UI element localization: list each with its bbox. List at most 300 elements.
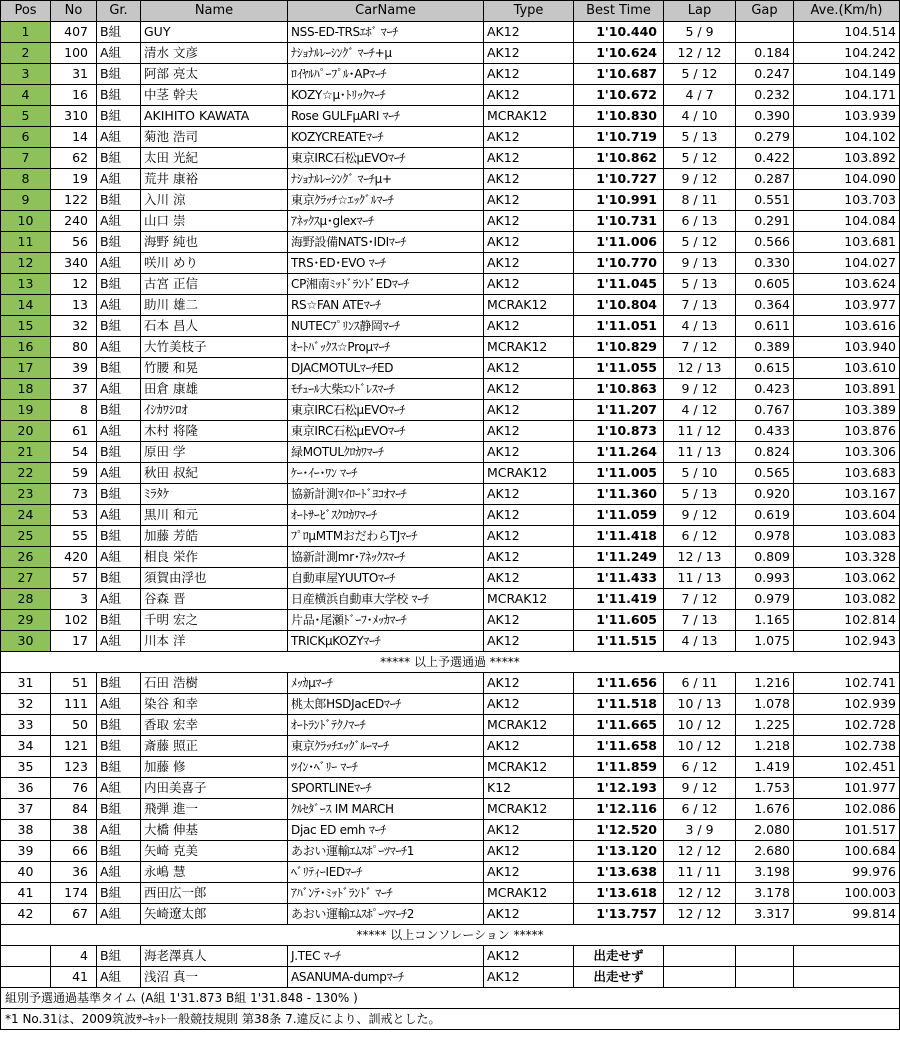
car-number-cell: 32: [51, 316, 97, 337]
average-speed-cell: 103.616: [794, 316, 900, 337]
driver-name-cell: ｲｼｶﾜｼﾛｵ: [141, 400, 288, 421]
gap-cell: 0.287: [736, 169, 794, 190]
best-time-cell: 1'11.665: [574, 715, 664, 736]
lap-cell: 11 / 11: [664, 862, 736, 883]
lap-cell: 9 / 13: [664, 253, 736, 274]
gap-cell: 0.247: [736, 64, 794, 85]
best-time-cell: 1'10.687: [574, 64, 664, 85]
average-speed-cell: 102.939: [794, 694, 900, 715]
average-speed-cell: 103.167: [794, 484, 900, 505]
driver-name-cell: 荒井 康裕: [141, 169, 288, 190]
type-cell: AK12: [484, 442, 574, 463]
car-name-cell: 東京ｸﾗｯﾁ☆ｴｯｸﾞﾙﾏｰﾁ: [288, 190, 484, 211]
car-name-cell: J.TEC ﾏｰﾁ: [288, 946, 484, 967]
gap-cell: 0.615: [736, 358, 794, 379]
car-number-cell: 4: [51, 946, 97, 967]
gap-cell: [736, 22, 794, 43]
average-speed-cell: 103.876: [794, 421, 900, 442]
header-name: Name: [141, 1, 288, 22]
header-average-speed: Ave.(Km/h): [794, 1, 900, 22]
group-cell: A組: [97, 379, 141, 400]
car-name-cell: ﾅｼｮﾅﾙﾚｰｼﾝｸﾞ ﾏｰﾁμ+: [288, 169, 484, 190]
position-cell: 17: [1, 358, 51, 379]
type-cell: AK12: [484, 43, 574, 64]
group-cell: B組: [97, 568, 141, 589]
group-cell: B組: [97, 232, 141, 253]
table-row: [1, 505, 900, 526]
car-number-cell: 38: [51, 820, 97, 841]
table-row: [1, 106, 900, 127]
gap-cell: 0.433: [736, 421, 794, 442]
driver-name-cell: 浅沼 真一: [141, 967, 288, 988]
gap-cell: 0.824: [736, 442, 794, 463]
position-cell: 33: [1, 715, 51, 736]
best-time-cell: 1'11.605: [574, 610, 664, 631]
gap-cell: 0.920: [736, 484, 794, 505]
table-row: [1, 379, 900, 400]
table-row: [1, 274, 900, 295]
type-cell: AK12: [484, 253, 574, 274]
type-cell: MCRAK12: [484, 589, 574, 610]
best-time-cell: 1'11.045: [574, 274, 664, 295]
position-cell: 36: [1, 778, 51, 799]
lap-cell: 11 / 13: [664, 442, 736, 463]
car-number-cell: 102: [51, 610, 97, 631]
driver-name-cell: 木村 将隆: [141, 421, 288, 442]
type-cell: AK12: [484, 484, 574, 505]
average-speed-cell: [794, 946, 900, 967]
table-row: [1, 400, 900, 421]
driver-name-cell: 秋田 叔紀: [141, 463, 288, 484]
position-cell: 16: [1, 337, 51, 358]
driver-name-cell: 染谷 和幸: [141, 694, 288, 715]
driver-name-cell: 海老澤真人: [141, 946, 288, 967]
position-cell: 29: [1, 610, 51, 631]
driver-name-cell: 石田 浩樹: [141, 673, 288, 694]
type-cell: AK12: [484, 946, 574, 967]
driver-name-cell: 中茎 幹夫: [141, 85, 288, 106]
group-cell: B組: [97, 85, 141, 106]
table-row: [1, 211, 900, 232]
header-best-time: Best Time: [574, 1, 664, 22]
notes: [1, 988, 900, 1030]
type-cell: AK12: [484, 547, 574, 568]
gap-cell: 0.291: [736, 211, 794, 232]
gap-cell: 0.979: [736, 589, 794, 610]
table-row: [1, 757, 900, 778]
group-cell: B組: [97, 610, 141, 631]
driver-name-cell: 矢崎 克美: [141, 841, 288, 862]
average-speed-cell: 103.624: [794, 274, 900, 295]
type-cell: AK12: [484, 22, 574, 43]
average-speed-cell: 100.684: [794, 841, 900, 862]
car-name-cell: ﾒｯｶμﾏｰﾁ: [288, 673, 484, 694]
position-cell: 8: [1, 169, 51, 190]
driver-name-cell: 香取 宏幸: [141, 715, 288, 736]
header-group: Gr.: [97, 1, 141, 22]
lap-cell: 6 / 12: [664, 757, 736, 778]
car-number-cell: 174: [51, 883, 97, 904]
group-cell: B組: [97, 64, 141, 85]
driver-name-cell: 田倉 康雄: [141, 379, 288, 400]
table-row: [1, 253, 900, 274]
lap-cell: 10 / 12: [664, 736, 736, 757]
car-name-cell: あおい運輸ｴﾑｽﾎﾟｰﾂﾏｰﾁ1: [288, 841, 484, 862]
car-name-cell: TRICKμKOZYﾏｰﾁ: [288, 631, 484, 652]
position-cell: 2: [1, 43, 51, 64]
separator-consolation-text: ***** 以上コンソレーション *****: [1, 925, 900, 946]
average-speed-cell: 103.083: [794, 526, 900, 547]
car-name-cell: ASANUMA-dumpﾏｰﾁ: [288, 967, 484, 988]
position-cell: 24: [1, 505, 51, 526]
group-cell: B組: [97, 883, 141, 904]
gap-cell: 0.605: [736, 274, 794, 295]
lap-cell: 4 / 13: [664, 631, 736, 652]
lap-cell: 11 / 12: [664, 421, 736, 442]
separator-consolation: [1, 925, 900, 946]
type-cell: AK12: [484, 64, 574, 85]
type-cell: AK12: [484, 904, 574, 925]
position-cell: 37: [1, 799, 51, 820]
driver-name-cell: 助川 雄二: [141, 295, 288, 316]
type-cell: AK12: [484, 820, 574, 841]
best-time-cell: 1'11.859: [574, 757, 664, 778]
table-row: [1, 232, 900, 253]
average-speed-cell: 103.604: [794, 505, 900, 526]
average-speed-cell: 103.891: [794, 379, 900, 400]
group-cell: A組: [97, 631, 141, 652]
type-cell: AK12: [484, 127, 574, 148]
note-qualifying-standard: 組別予選通過基準タイム (A組 1'31.873 B組 1'31.848 - 130% ): [1, 988, 900, 1009]
driver-name-cell: 太田 光紀: [141, 148, 288, 169]
driver-name-cell: 山口 崇: [141, 211, 288, 232]
driver-name-cell: 相良 栄作: [141, 547, 288, 568]
position-cell: 12: [1, 253, 51, 274]
driver-name-cell: 竹腰 和晃: [141, 358, 288, 379]
best-time-cell: 1'11.515: [574, 631, 664, 652]
driver-name-cell: 清水 文彦: [141, 43, 288, 64]
table-row: [1, 127, 900, 148]
car-name-cell: 東京ｸﾗｯﾁｴｯｸﾞﾙｰﾏｰﾁ: [288, 736, 484, 757]
car-number-cell: 54: [51, 442, 97, 463]
car-name-cell: 東京IRC石松μEVOﾏｰﾁ: [288, 421, 484, 442]
group-cell: A組: [97, 295, 141, 316]
car-number-cell: 76: [51, 778, 97, 799]
lap-cell: 9 / 12: [664, 778, 736, 799]
best-time-cell: 1'10.829: [574, 337, 664, 358]
group-cell: B組: [97, 316, 141, 337]
best-time-cell: 1'13.757: [574, 904, 664, 925]
position-cell: 31: [1, 673, 51, 694]
average-speed-cell: [794, 967, 900, 988]
lap-cell: [664, 946, 736, 967]
car-number-cell: 80: [51, 337, 97, 358]
car-number-cell: 59: [51, 463, 97, 484]
lap-cell: 6 / 12: [664, 526, 736, 547]
car-name-cell: RS☆FAN ATEﾏｰﾁ: [288, 295, 484, 316]
gap-cell: 0.566: [736, 232, 794, 253]
type-cell: AK12: [484, 673, 574, 694]
table-row: [1, 463, 900, 484]
lap-cell: 9 / 12: [664, 379, 736, 400]
group-cell: A組: [97, 778, 141, 799]
gap-cell: 1.165: [736, 610, 794, 631]
driver-name-cell: 川本 洋: [141, 631, 288, 652]
car-number-cell: 17: [51, 631, 97, 652]
type-cell: AK12: [484, 631, 574, 652]
average-speed-cell: 101.517: [794, 820, 900, 841]
best-time-cell: 1'10.770: [574, 253, 664, 274]
best-time-cell: 1'13.618: [574, 883, 664, 904]
group-cell: B組: [97, 190, 141, 211]
best-time-cell: 1'10.719: [574, 127, 664, 148]
car-name-cell: ｵｰﾄﾗﾝﾄﾞﾃｸﾉﾏｰﾁ: [288, 715, 484, 736]
driver-name-cell: 黒川 和元: [141, 505, 288, 526]
lap-cell: 12 / 13: [664, 358, 736, 379]
driver-name-cell: 永嶋 慧: [141, 862, 288, 883]
best-time-cell: 1'11.433: [574, 568, 664, 589]
position-cell: 40: [1, 862, 51, 883]
group-cell: A組: [97, 862, 141, 883]
table-row: [1, 589, 900, 610]
car-number-cell: 62: [51, 148, 97, 169]
gap-cell: 0.184: [736, 43, 794, 64]
type-cell: AK12: [484, 526, 574, 547]
car-name-cell: 東京IRC石松μEVOﾏｰﾁ: [288, 400, 484, 421]
position-cell: 35: [1, 757, 51, 778]
lap-cell: 5 / 13: [664, 127, 736, 148]
average-speed-cell: 103.977: [794, 295, 900, 316]
table-row: [1, 421, 900, 442]
car-number-cell: 407: [51, 22, 97, 43]
position-cell: 34: [1, 736, 51, 757]
lap-cell: 9 / 12: [664, 169, 736, 190]
driver-name-cell: 大橋 伸基: [141, 820, 288, 841]
gap-cell: 0.993: [736, 568, 794, 589]
type-cell: AK12: [484, 736, 574, 757]
type-cell: MCRAK12: [484, 106, 574, 127]
driver-name-cell: 斎藤 照正: [141, 736, 288, 757]
gap-cell: 0.767: [736, 400, 794, 421]
car-number-cell: 420: [51, 547, 97, 568]
average-speed-cell: 103.703: [794, 190, 900, 211]
gap-cell: 2.680: [736, 841, 794, 862]
group-cell: B組: [97, 736, 141, 757]
best-time-cell: 1'10.624: [574, 43, 664, 64]
driver-name-cell: 古宮 正信: [141, 274, 288, 295]
header-no: No: [51, 1, 97, 22]
best-time-cell: 1'11.051: [574, 316, 664, 337]
best-time-cell: 1'12.193: [574, 778, 664, 799]
gap-cell: 0.619: [736, 505, 794, 526]
position-cell: 18: [1, 379, 51, 400]
table-row: [1, 862, 900, 883]
group-cell: A組: [97, 337, 141, 358]
car-name-cell: 片品･尾瀬ﾄﾞｰﾌ･ﾒｯｶﾏｰﾁ: [288, 610, 484, 631]
table-row: [1, 337, 900, 358]
car-number-cell: 340: [51, 253, 97, 274]
car-number-cell: 37: [51, 379, 97, 400]
best-time-cell: 1'10.440: [574, 22, 664, 43]
note-row: [1, 1009, 900, 1030]
position-cell: 21: [1, 442, 51, 463]
car-name-cell: KOZYCREATEﾏｰﾁ: [288, 127, 484, 148]
driver-name-cell: GUY: [141, 22, 288, 43]
car-name-cell: ﾂｲﾝ･ﾍﾞﾘｰ ﾏｰﾁ: [288, 757, 484, 778]
gap-cell: 0.809: [736, 547, 794, 568]
position-cell: 32: [1, 694, 51, 715]
best-time-cell: 1'11.418: [574, 526, 664, 547]
lap-cell: 4 / 7: [664, 85, 736, 106]
lap-cell: 12 / 12: [664, 841, 736, 862]
average-speed-cell: 104.171: [794, 85, 900, 106]
driver-name-cell: 咲川 めり: [141, 253, 288, 274]
car-name-cell: ﾌﾟﾛμMTMおだわらTJﾏｰﾁ: [288, 526, 484, 547]
type-cell: AK12: [484, 694, 574, 715]
car-number-cell: 55: [51, 526, 97, 547]
group-cell: B組: [97, 274, 141, 295]
table-row: [1, 64, 900, 85]
best-time-cell: 1'10.727: [574, 169, 664, 190]
gap-cell: 0.390: [736, 106, 794, 127]
car-name-cell: CP湘南ﾐｯﾄﾞﾗﾝﾄﾞEDﾏｰﾁ: [288, 274, 484, 295]
table-row: [1, 778, 900, 799]
type-cell: MCRAK12: [484, 799, 574, 820]
average-speed-cell: 102.451: [794, 757, 900, 778]
lap-cell: 4 / 12: [664, 400, 736, 421]
group-cell: A組: [97, 43, 141, 64]
car-name-cell: ﾛｲﾔﾙﾊﾟｰﾌﾟﾙ･APﾏｰﾁ: [288, 64, 484, 85]
table-row: [1, 85, 900, 106]
best-time-cell: 1'11.006: [574, 232, 664, 253]
driver-name-cell: 加藤 修: [141, 757, 288, 778]
group-cell: B組: [97, 484, 141, 505]
gap-cell: 0.611: [736, 316, 794, 337]
type-cell: AK12: [484, 274, 574, 295]
type-cell: MCRAK12: [484, 757, 574, 778]
separator-row: [1, 925, 900, 946]
car-name-cell: KOZY☆μ･ﾄﾘｯｸﾏｰﾁ: [288, 85, 484, 106]
car-name-cell: 緑MOTULｸﾛｶﾜﾏｰﾁ: [288, 442, 484, 463]
header-car-name: CarName: [288, 1, 484, 22]
car-name-cell: あおい運輸ｴﾑｽﾎﾟｰﾂﾏｰﾁ2: [288, 904, 484, 925]
average-speed-cell: 104.149: [794, 64, 900, 85]
consolation-rows: [1, 673, 900, 925]
table-row: [1, 946, 900, 967]
table-row: [1, 694, 900, 715]
car-number-cell: 73: [51, 484, 97, 505]
group-cell: A組: [97, 904, 141, 925]
table-row: [1, 484, 900, 505]
best-time-cell: 1'13.120: [574, 841, 664, 862]
position-cell: 30: [1, 631, 51, 652]
gap-cell: 3.317: [736, 904, 794, 925]
position-cell: 13: [1, 274, 51, 295]
lap-cell: 3 / 9: [664, 820, 736, 841]
car-number-cell: 14: [51, 127, 97, 148]
best-time-cell: 1'11.656: [574, 673, 664, 694]
type-cell: MCRAK12: [484, 337, 574, 358]
type-cell: AK12: [484, 505, 574, 526]
best-time-cell: 1'10.731: [574, 211, 664, 232]
average-speed-cell: 104.084: [794, 211, 900, 232]
table-row: [1, 673, 900, 694]
best-time-cell: 1'11.360: [574, 484, 664, 505]
average-speed-cell: 104.090: [794, 169, 900, 190]
car-number-cell: 66: [51, 841, 97, 862]
table-row: [1, 799, 900, 820]
driver-name-cell: 飛弾 進一: [141, 799, 288, 820]
header-pos: Pos: [1, 1, 51, 22]
average-speed-cell: 103.610: [794, 358, 900, 379]
lap-cell: 12 / 12: [664, 904, 736, 925]
position-cell: 23: [1, 484, 51, 505]
type-cell: AK12: [484, 316, 574, 337]
position-cell: 11: [1, 232, 51, 253]
car-name-cell: 協新計測mr･ｱﾈｯｸｽﾏｰﾁ: [288, 547, 484, 568]
note-row: [1, 988, 900, 1009]
position-cell: 25: [1, 526, 51, 547]
best-time-cell: 1'11.264: [574, 442, 664, 463]
position-cell: 20: [1, 421, 51, 442]
driver-name-cell: 加藤 芳皓: [141, 526, 288, 547]
best-time-cell: 1'11.059: [574, 505, 664, 526]
best-time-cell: 1'11.658: [574, 736, 664, 757]
group-cell: B組: [97, 946, 141, 967]
best-time-cell: 1'12.520: [574, 820, 664, 841]
type-cell: AK12: [484, 85, 574, 106]
gap-cell: 0.330: [736, 253, 794, 274]
group-cell: B組: [97, 106, 141, 127]
did-not-start-rows: [1, 946, 900, 988]
lap-cell: 7 / 13: [664, 610, 736, 631]
group-cell: A組: [97, 211, 141, 232]
average-speed-cell: 103.939: [794, 106, 900, 127]
lap-cell: 10 / 12: [664, 715, 736, 736]
group-cell: B組: [97, 442, 141, 463]
group-cell: B組: [97, 841, 141, 862]
group-cell: A組: [97, 505, 141, 526]
group-cell: B組: [97, 757, 141, 778]
car-number-cell: 84: [51, 799, 97, 820]
position-cell: 5: [1, 106, 51, 127]
car-number-cell: 53: [51, 505, 97, 526]
header-row: [1, 1, 900, 22]
gap-cell: 0.232: [736, 85, 794, 106]
average-speed-cell: 100.003: [794, 883, 900, 904]
car-name-cell: ｸﾙｾﾀﾞｰｽ IM MARCH: [288, 799, 484, 820]
table-row: [1, 358, 900, 379]
lap-cell: 5 / 13: [664, 274, 736, 295]
group-cell: A組: [97, 421, 141, 442]
average-speed-cell: 103.062: [794, 568, 900, 589]
gap-cell: 1.218: [736, 736, 794, 757]
position-cell: 15: [1, 316, 51, 337]
lap-cell: 5 / 10: [664, 463, 736, 484]
gap-cell: 1.225: [736, 715, 794, 736]
gap-cell: 0.422: [736, 148, 794, 169]
position-cell: 19: [1, 400, 51, 421]
average-speed-cell: 102.741: [794, 673, 900, 694]
lap-cell: 5 / 12: [664, 148, 736, 169]
car-name-cell: 海野設備NATS･IDIﾏｰﾁ: [288, 232, 484, 253]
best-time-cell: 1'10.672: [574, 85, 664, 106]
best-time-cell: 1'11.207: [574, 400, 664, 421]
position-cell: 27: [1, 568, 51, 589]
car-number-cell: 61: [51, 421, 97, 442]
gap-cell: 1.753: [736, 778, 794, 799]
type-cell: AK12: [484, 568, 574, 589]
